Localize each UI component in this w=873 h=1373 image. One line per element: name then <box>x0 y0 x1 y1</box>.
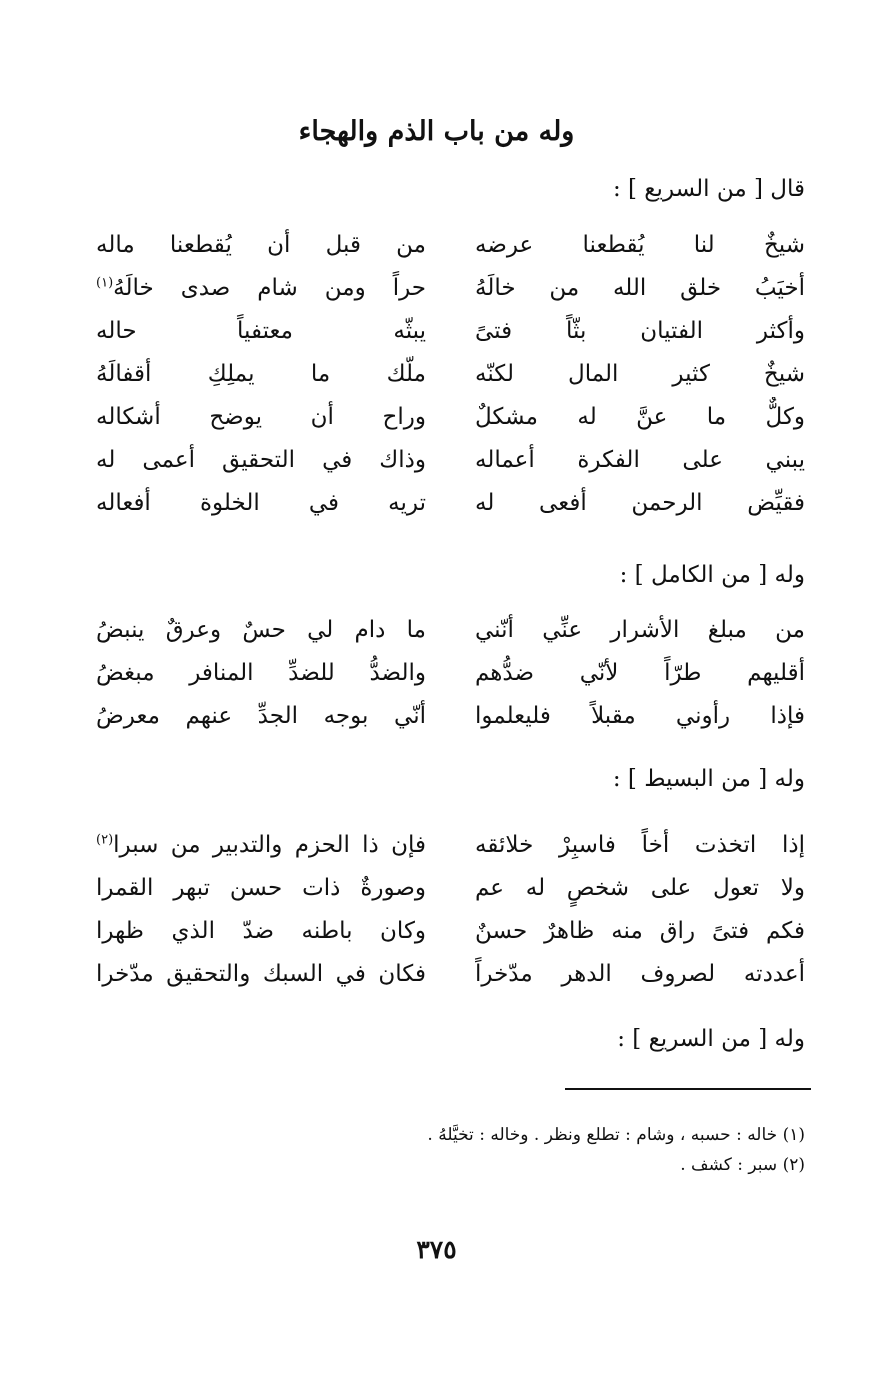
verse-second-hemistich: حراً ومن شام صدى خالَهُ <box>113 275 426 301</box>
verse-first-hemistich: فإذا رأوني مقبلاً فليعلموا <box>475 703 805 729</box>
poem-block <box>96 225 805 526</box>
verse-first-hemistich: شيخٌ لنا يُقطعنا عرضه <box>475 232 805 258</box>
verse-line <box>96 440 805 483</box>
verse-second-hemistich: وذاك في التحقيق أعمى له <box>96 447 426 473</box>
verse-second-hemistich: من قبل أن يُقطعنا ماله <box>96 232 426 258</box>
verse-first-hemistich: وأكثر الفتيان بثّاً فتىً <box>475 318 805 344</box>
section-intro: قال [ من السريع ] : <box>612 176 805 202</box>
verse-second-hemistich: وصورةٌ ذات حسن تبهر القمرا <box>96 875 426 901</box>
verse-second-hemistich: فإن ذا الحزم والتدبير من سبرا <box>113 832 426 858</box>
page-number: ٣٧٥ <box>416 1235 457 1264</box>
verse-line <box>96 268 805 311</box>
verse-line <box>96 868 805 911</box>
verse-line <box>96 610 805 653</box>
verse-second-hemistich: والضدُّ للضدِّ المنافر مبغضُ <box>96 660 426 686</box>
footnote-item: (٢) سبر : كشف . <box>680 1155 805 1175</box>
verse-first-hemistich: أخيَبُ خلق الله من خالَهُ <box>475 275 805 301</box>
verse-line <box>96 354 805 397</box>
verse-line <box>96 954 805 997</box>
footnote-item: (١) خاله : حسبه ، وشام : تطلع ونظر . وخاله : تخيَّلهُ . <box>427 1125 805 1145</box>
poem-block <box>96 610 805 739</box>
verse-line <box>96 825 805 868</box>
footnote-divider <box>565 1088 811 1090</box>
verse-first-hemistich: أعددته لصروف الدهر مدّخراً <box>475 961 805 987</box>
footnote-marker: (١) <box>96 275 114 291</box>
verse-second-hemistich: تريه في الخلوة أفعاله <box>96 490 426 516</box>
verse-line <box>96 225 805 268</box>
verse-second-hemistich: فكان في السبك والتحقيق مدّخرا <box>96 961 426 987</box>
verse-first-hemistich: وكلٌّ ما عنَّ له مشكلٌ <box>475 404 805 430</box>
verse-second-hemistich: أنّي بوجه الجدِّ عنهم معرضُ <box>96 703 426 729</box>
verse-second-hemistich: وكان باطنه ضدّ الذي ظهرا <box>96 918 426 944</box>
verse-first-hemistich: ولا تعول على شخصٍ له عم <box>475 875 805 901</box>
verse-second-hemistich-with-note <box>96 825 426 868</box>
verse-line <box>96 696 805 739</box>
page-title: وله من باب الذم والهجاء <box>298 116 575 147</box>
section-intro: وله [ من السريع ] : <box>617 1026 805 1052</box>
section-intro: وله [ من البسيط ] : <box>612 766 805 792</box>
verse-first-hemistich: شيخٌ كثير المال لكنّه <box>475 361 805 387</box>
verse-first-hemistich: يبني على الفكرة أعماله <box>475 447 805 473</box>
verse-first-hemistich: إذا اتخذت أخاً فاسبِرْ خلائقه <box>475 832 805 858</box>
verse-first-hemistich: أقليهم طرّاً لأنّي ضدُّهم <box>475 660 805 686</box>
footnote-marker: (٢) <box>96 832 114 848</box>
verse-line <box>96 483 805 526</box>
verse-first-hemistich: فقيِّض الرحمن أفعى له <box>475 490 805 516</box>
verse-first-hemistich: من مبلغ الأشرار عنِّي أنّني <box>475 617 805 643</box>
verse-second-hemistich: يبثّه معتفياً حاله <box>96 318 426 344</box>
verse-second-hemistich-with-note <box>96 268 426 311</box>
verse-line <box>96 911 805 954</box>
verse-second-hemistich: وراح أن يوضح أشكاله <box>96 404 426 430</box>
section-intro: وله [ من الكامل ] : <box>619 562 805 588</box>
verse-second-hemistich: ملّك ما يملِكِ أقفالَهُ <box>96 361 426 387</box>
verse-first-hemistich: فكم فتىً راق منه ظاهرٌ حسنٌ <box>475 918 805 944</box>
verse-line <box>96 653 805 696</box>
verse-line <box>96 311 805 354</box>
verse-second-hemistich: ما دام لي حسٌ وعرقٌ ينبضُ <box>96 617 426 643</box>
verse-line <box>96 397 805 440</box>
poem-block <box>96 825 805 997</box>
footnotes <box>96 1120 805 1180</box>
